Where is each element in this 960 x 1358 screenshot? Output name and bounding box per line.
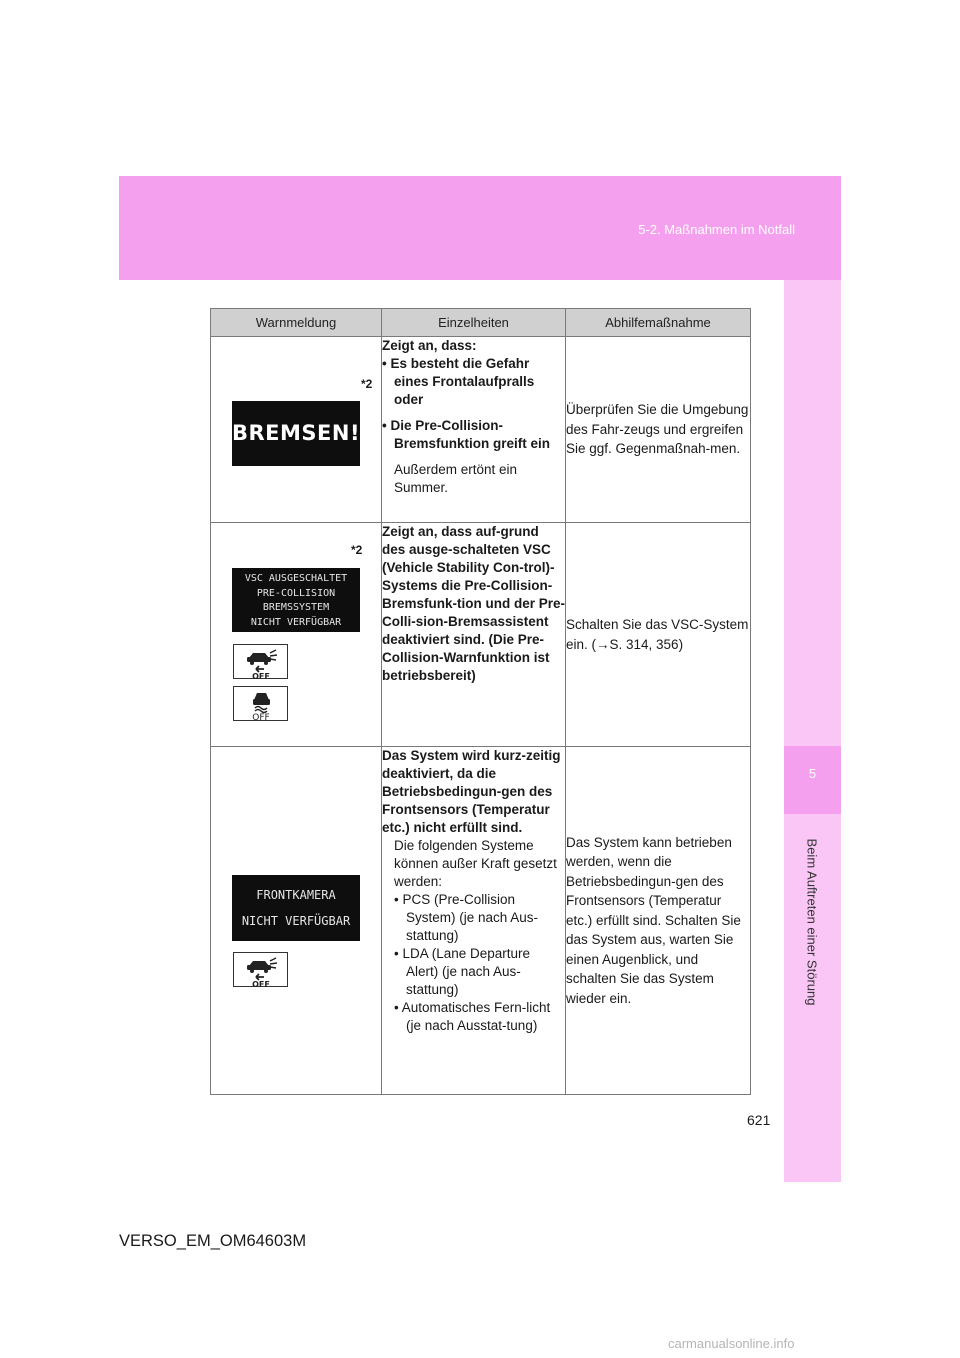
details-bold: Das System wird kurz-zeitig deaktiviert, da die Betriebsbedingun-gen des Frontsensors (Temperatur etc.) nicht erfüllt sind.	[382, 748, 561, 835]
warning-cell	[211, 747, 382, 1095]
table-row	[211, 523, 751, 747]
remedy-cell	[566, 337, 751, 523]
warning-cell	[211, 337, 382, 523]
details-item: • LDA (Lane Departure Alert) (je nach Aus-stattung)	[394, 946, 531, 997]
warning-cell	[211, 523, 382, 747]
section-title: 5-2. Maßnahmen im Notfall	[638, 222, 795, 237]
pcs-off-indicator	[233, 952, 288, 987]
header-band	[119, 176, 841, 280]
details-cell	[382, 523, 566, 747]
display-line: BREMSSYSTEM	[262, 602, 330, 613]
display-line: FRONTKAMERA	[256, 888, 336, 902]
vsc-off-indicator	[233, 686, 288, 721]
column-header-remedy: Abhilfemaßnahme	[566, 309, 751, 337]
details-sub: Die folgenden Systeme können außer Kraft gesetzt werden:	[394, 838, 557, 889]
table-row	[211, 337, 751, 523]
details-bullet: • Die Pre-Collision-Bremsfunktion greift ein	[382, 418, 551, 451]
details-intro: Zeigt an, dass:	[382, 338, 477, 353]
vsc-off-icon	[234, 687, 289, 722]
pcs-off-icon	[234, 645, 289, 680]
display-line: BREMSEN!	[232, 421, 361, 445]
table-header-row	[211, 309, 751, 337]
remedy-text: Das System kann betrieben werden, wenn die Betriebsbedingun-gen des Frontsensors (Temperatur etc.) erfüllt sind. Schalten Sie das System aus, warten Sie einen Augenblick, und schalten Sie das System wieder ein.	[566, 834, 741, 1006]
details-bullet: • Es besteht die Gefahr eines Frontalaufpralls oder	[382, 356, 535, 407]
details-item: • PCS (Pre-Collision System) (je nach Aus-stattung)	[394, 892, 539, 943]
page-number: 621	[747, 1112, 771, 1128]
svg-text:OFF: OFF	[252, 672, 270, 680]
remedy-cell	[566, 747, 751, 1095]
document-code: VERSO_EM_OM64603M	[119, 1232, 307, 1250]
remedy-text: Überprüfen Sie die Umgebung des Fahr-zeugs und ergreifen Sie ggf. Gegenmaßnah-men.	[566, 402, 749, 457]
remedy-cell	[566, 523, 751, 747]
footnote-marker: *2	[361, 377, 373, 391]
details-text: Zeigt an, dass auf-grund des ausge-schalteten VSC (Vehicle Stability Con-trol)-Systems die Pre-Collision-Bremsfunk-tion und der Pre-Colli-sion-Bremsassistent deaktiviert sind. (Die Pre-Collision-Warnfunktion ist betriebsbereit)	[382, 524, 566, 683]
display-line: PRE-COLLISION	[256, 587, 336, 599]
warning-display-frontkamera	[232, 875, 360, 941]
display-line: VSC AUSGESCHALTET	[244, 573, 348, 584]
chapter-number: 5	[808, 766, 817, 781]
table-row	[211, 747, 751, 1095]
remedy-text: Schalten Sie das VSC-System ein. (→S. 314, 356)	[566, 617, 749, 652]
pcs-off-icon	[234, 953, 289, 988]
pcs-off-indicator	[233, 644, 288, 679]
warning-display-bremsen	[232, 401, 360, 466]
warning-display-vsc	[232, 568, 360, 632]
details-item: • Automatisches Fern-licht (je nach Ausstat-tung)	[394, 1000, 551, 1033]
footnote-marker: *2	[351, 543, 363, 557]
display-line: NICHT VERFÜGBAR	[250, 616, 342, 628]
chapter-tab	[784, 746, 841, 814]
chapter-title-text: Beim Auftreten einer Störung	[804, 838, 820, 1006]
warning-table	[210, 308, 751, 1095]
svg-text:OFF: OFF	[252, 980, 270, 988]
chapter-tab-strip	[784, 280, 841, 1182]
column-header-warning: Warnmeldung	[211, 309, 382, 337]
svg-text:OFF: OFF	[252, 713, 270, 722]
details-extra: Außerdem ertönt ein Summer.	[394, 462, 518, 495]
display-line: NICHT VERFÜGBAR	[241, 914, 351, 928]
details-cell	[382, 337, 566, 523]
watermark: carmanualsonline.info	[668, 1336, 795, 1351]
details-cell	[382, 747, 566, 1095]
column-header-details: Einzelheiten	[382, 309, 566, 337]
